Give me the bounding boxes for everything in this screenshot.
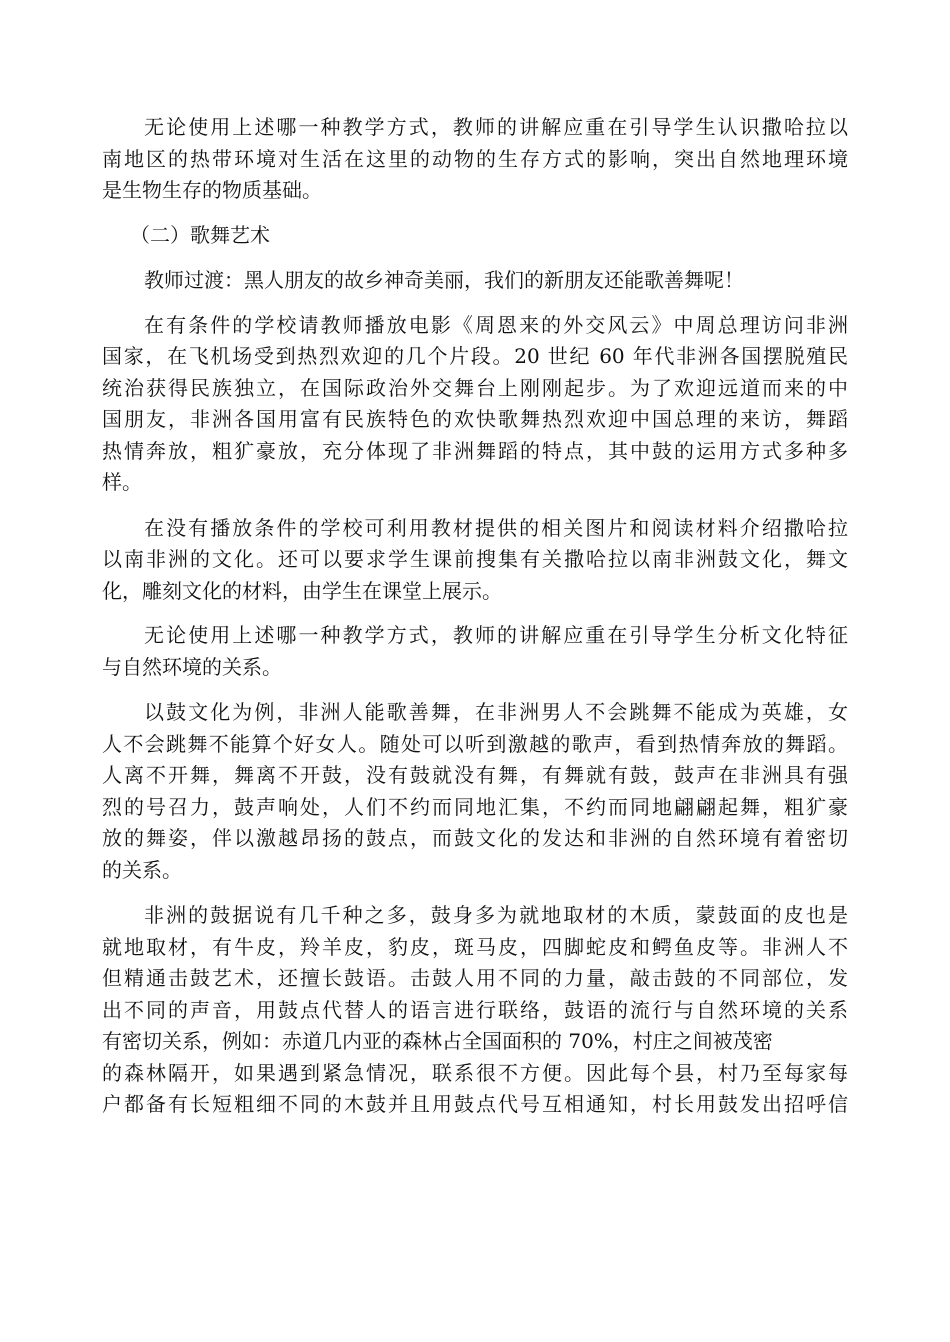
text-line: 国家，在飞机场受到热烈欢迎的几个片段。20 世纪 60 年代非洲各国摆脱殖民: [102, 344, 848, 368]
document-page: [102, 112, 848, 1121]
text-line: 但精通击鼓艺术，还擅长鼓语。击鼓人用不同的力量，敲击鼓的不同部位，发: [102, 966, 848, 990]
text-line: 人离不开舞，舞离不开鼓，没有鼓就没有舞，有舞就有鼓，鼓声在非洲具有强: [102, 763, 848, 787]
text-line: 人不会跳舞不能算个好女人。随处可以听到激越的歌声，看到热情奔放的舞蹈。: [102, 731, 848, 756]
text-line: 教师过渡：黑人朋友的故乡神奇美丽，我们的新朋友还能歌善舞呢！: [144, 268, 744, 292]
text-line: 就地取材，有牛皮，羚羊皮，豹皮，斑马皮，四脚蛇皮和鳄鱼皮等。非洲人不: [102, 934, 848, 959]
text-line: 在有条件的学校请教师播放电影《周恩来的外交风云》中周总理访问非洲: [144, 312, 848, 337]
text-line: 烈的号召力，鼓声响处，人们不约而同地汇集，不约而同地翩翩起舞，粗犷豪: [102, 794, 848, 819]
text-line: 的森林隔开，如果遇到紧急情况，联系很不方便。因此每个县，村乃至每家每: [102, 1060, 848, 1085]
text-line: 无论使用上述哪一种教学方式，教师的讲解应重在引导学生分析文化特征: [144, 623, 848, 647]
text-line: 的关系。: [102, 857, 182, 882]
text-line: 以鼓文化为例，非洲人能歌善舞，在非洲男人不会跳舞不能成为英雄，女: [144, 700, 848, 724]
text-line: 样。: [102, 470, 142, 494]
paragraph-teacher-transition: [102, 265, 848, 297]
heading-song-dance-art: （二）歌舞艺术: [130, 222, 270, 247]
text-line: 与自然环境的关系。: [102, 654, 282, 679]
text-line: 户都备有长短粗细不同的木鼓并且用鼓点代号互相通知，村长用鼓发出招呼信: [102, 1092, 848, 1116]
text-line: 是生物生存的物质基础。: [102, 178, 322, 202]
paragraph-drum-culture: [102, 697, 848, 886]
text-line: 统治获得民族独立，在国际政治外交舞台上刚刚起步。为了欢迎远道而来的中: [102, 375, 848, 400]
text-line: 非洲的鼓据说有几千种之多，鼓身多为就地取材的木质，蒙鼓面的皮也是: [144, 903, 848, 927]
section-heading: [102, 220, 848, 252]
text-line: 热情奔放，粗犷豪放，充分体现了非洲舞蹈的特点，其中鼓的运用方式多种多: [102, 438, 848, 463]
text-line: 以南非洲的文化。还可以要求学生课前搜集有关撒哈拉以南非洲鼓文化，舞文: [102, 547, 848, 571]
text-line: 南地区的热带环境对生活在这里的动物的生存方式的影响，突出自然地理环境: [102, 146, 848, 171]
text-line: 放的舞姿，伴以激越昂扬的鼓点，而鼓文化的发达和非洲的自然环境有着密切: [102, 826, 848, 850]
text-line: 在没有播放条件的学校可利用教材提供的相关图片和阅读材料介绍撒哈拉: [144, 515, 848, 540]
paragraph-african-drums: [102, 900, 848, 1121]
paragraph-teaching-method-2: [102, 620, 848, 683]
text-line: 国朋友，非洲各国用富有民族特色的欢快歌舞热烈欢迎中国总理的来访，舞蹈: [102, 407, 848, 431]
text-line: 化，雕刻文化的材料，由学生在课堂上展示。: [102, 578, 502, 603]
paragraph-teaching-method-1: [102, 112, 848, 207]
text-line: 无论使用上述哪一种教学方式，教师的讲解应重在引导学生认识撒哈拉以: [144, 115, 848, 139]
paragraph-film: [102, 310, 848, 499]
text-line: 有密切关系，例如：赤道几内亚的森林占全国面积的 70%，村庄之间被茂密: [102, 1029, 773, 1053]
paragraph-no-playback: [102, 513, 848, 608]
text-line: 出不同的声音，用鼓点代替人的语言进行联络，鼓语的流行与自然环境的关系: [102, 997, 848, 1022]
